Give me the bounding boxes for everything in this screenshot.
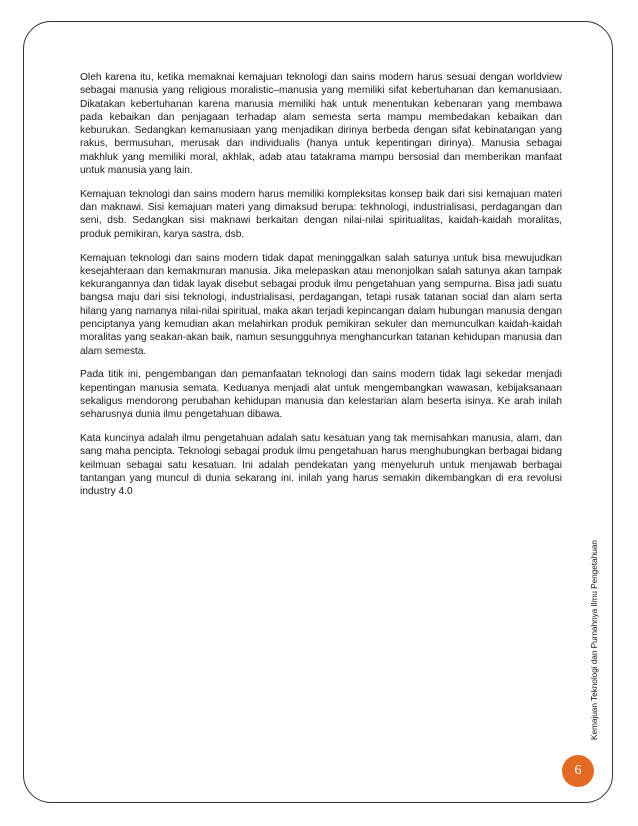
paragraph-1: Oleh karena itu, ketika memaknai kemajuan teknologi dan sains modern harus sesuai dengan worldview sebagai manusia yang religious moralistic–manusia yang memiliki sifat kebertuhanan dan kemanusiaan. Dikatakan kebertuhanan karena manusia memiliki hak untuk menentukan kebenaran yang membawa pada kebaikan dan penjagaan terhadap alam semesta serta mampu membedakan kebaikan dan keburukan. Sedangkan kemanusiaan yang menjadikan dirinya berbeda dengan sifat kebinatangan yang rakus, bermusuhan, merusak dan individualis (hanya untuk kepentingan dirinya). Manusia sebagai makhluk yang memiliki moral, akhlak, adab atau tatakrama mampu bersosial dan memberikan manfaat untuk manusia yang lain. [80, 72, 562, 177]
document-body [80, 71, 562, 509]
side-running-title: Kemajuan Teknologi dan Purnahnya Ilmu Pengetahuan [589, 540, 599, 740]
page-number: 6 [574, 763, 582, 778]
paragraph-5: Kata kuncinya adalah ilmu pengetahuan adalah satu kesatuan yang tak memisahkan manusia, alam, dan sang maha pencipta. Teknologi sebagai produk ilmu pengetahuan harus menghubungkan berbagai bidang keilmuan sebagai satu kesatuan. Ini adalah pendekatan yang menyeluruh untuk menjawab berbagai tantangan yang muncul di dunia sekarang ini. inilah yang harus semakin dikembangkan di era revolusi industry 4.0 [80, 433, 562, 498]
paragraph-2: Kemajuan teknologi dan sains modern harus memiliki kompleksitas konsep baik dari sisi kemajuan materi dan maknawi. Sisi kemajuan materi yang dimaksud berupa: tekhnologi, industrialisasi, perdagangan dan seni, dsb. Sedangkan sisi maknawi berkaitan dengan nilai-nilai spiritualitas, kaidah-kaidah moralitas, produk pemikiran, karya sastra, dsb. [80, 188, 562, 240]
paragraph-3: Kemajuan teknologi dan sains modern tidak dapat meninggalkan salah satunya untuk bisa mewujudkan kesejahteraan dan kemakmuran manusia. Jika melepaskan atau menonjolkan salah satunya akan tampak kekurangannya dan tidak layak disebut sebagai produk ilmu pengetahuan yang sempurna. Bisa jadi suatu bangsa maju dari sisi teknologi, industrialisasi, perdagangan, tetapi rusak tatanan social dan alam serta hilang yang namanya nilai-nilai spiritual, maka akan terjadi kepincangan dalam hubungan manusia dengan penciptanya yang kemudian akan melahirkan produk pemikiran sekuler dan memunculkan kaidah-kaidah moralitas yang seakan-akan baik, namun sesungguhnya menghancurkan tatanan kehidupan manusia dan alam semesta. [80, 252, 562, 357]
paragraph-4: Pada titik ini, pengembangan dan pemanfaatan teknologi dan sains modern tidak lagi sekedar menjadi kepentingan manusia semata. Keduanya menjadi alat untuk mengembangkan wawasan, kebijaksanaan sekaligus mendorong perubahan kehidupan manusia dan kelestarian alam beserta isinya. Ke arah inilah seharusnya dunia ilmu pengetahuan dibawa. [80, 369, 562, 421]
page-number-badge [562, 755, 594, 787]
